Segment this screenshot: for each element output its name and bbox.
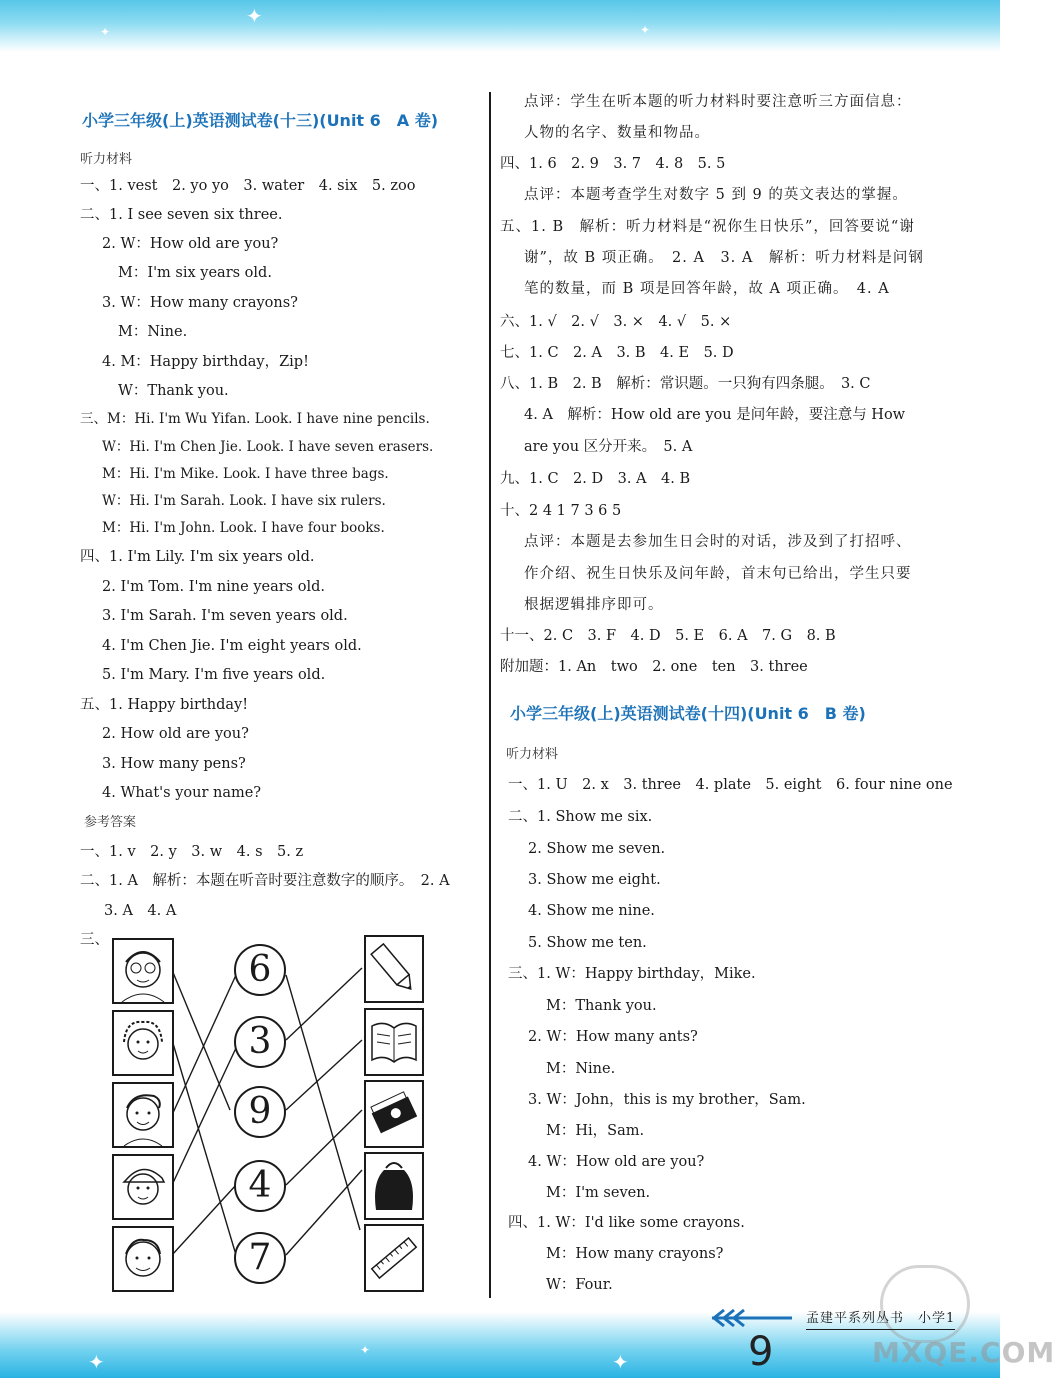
- text-line: 2. W：How many ants?: [528, 1029, 698, 1045]
- sparkle-icon: ✦: [612, 1350, 629, 1374]
- reference-answers-label: 参考答案: [84, 815, 137, 830]
- eraser-icon: [364, 1080, 424, 1148]
- text-line: 3. I'm Sarah. I'm seven years old.: [102, 608, 348, 624]
- boy-round-face-icon: [112, 1226, 174, 1292]
- text-line: M：How many crayons?: [546, 1246, 724, 1262]
- arrow-decoration-icon: [708, 1306, 794, 1330]
- sparkle-icon: ✦: [246, 4, 263, 28]
- text-line: W：Thank you.: [118, 383, 229, 399]
- text-line: 二、1. I see seven six three.: [80, 207, 283, 223]
- girl-cap-icon: [112, 1154, 174, 1220]
- text-line: 5. Show me ten.: [528, 935, 647, 951]
- text-line: 附加题：1. An two 2. one ten 3. three: [500, 659, 808, 675]
- number-circle: 3: [234, 1016, 286, 1068]
- text-line: M：Nine.: [118, 324, 188, 340]
- text-line: 点评：学生在听本题的听力材料时要注意听三方面信息：: [524, 94, 912, 110]
- series-footer: 孟建平系列丛书 小学1: [806, 1311, 956, 1326]
- pencil-icon: [364, 935, 424, 1003]
- text-line: 十、2 4 1 7 3 6 5: [500, 503, 622, 519]
- text-line: 根据逻辑排序即可。: [524, 597, 664, 613]
- text-line: 4. A 解析：How old are you 是问年龄，要注意与 How: [524, 407, 906, 423]
- text-line: M：Hi. I'm John. Look. I have four books.: [102, 520, 385, 536]
- boy-icon: [112, 1082, 174, 1148]
- text-line: 三、M：Hi. I'm Wu Yifan. Look. I have nine pencils.: [80, 411, 430, 427]
- text-line: 五、1. B 解析：听力材料是“祝你生日快乐”，回答要说“谢: [500, 219, 915, 235]
- text-line: are you 区分开来。 5. A: [524, 439, 693, 455]
- text-line: 4. Show me nine.: [528, 903, 655, 919]
- number-circle: 4: [234, 1160, 286, 1212]
- text-line: M：I'm six years old.: [118, 265, 272, 281]
- answer-line: 3. A 4. A: [104, 903, 177, 919]
- text-line: 人物的名字、数量和物品。: [524, 125, 710, 141]
- text-line: 4. I'm Chen Jie. I'm eight years old.: [102, 638, 362, 654]
- ruler-icon: [364, 1224, 424, 1292]
- text-line: 3. Show me eight.: [528, 872, 661, 888]
- sparkle-icon: ✦: [100, 25, 111, 39]
- girl-curly-hair-icon: [112, 1010, 174, 1076]
- text-line: M：I'm seven.: [546, 1185, 651, 1201]
- text-line: 3. W：John，this is my brother，Sam.: [528, 1092, 806, 1108]
- handwritten-page-number: 9: [748, 1329, 774, 1375]
- text-line: 4. M：Happy birthday，Zip!: [102, 354, 309, 370]
- answer-line: 二、1. A 解析：本题在听音时要注意数字的顺序。 2. A: [80, 873, 450, 889]
- test-title-13: 小学三年级(上)英语测试卷(十三)(Unit 6 A 卷): [82, 111, 439, 130]
- text-line: 4. W：How old are you?: [528, 1154, 705, 1170]
- text-line: 3. How many pens?: [102, 756, 246, 772]
- text-line: 5. I'm Mary. I'm five years old.: [102, 667, 326, 683]
- text-line: 八、1. B 2. B 解析：常识题。一只狗有四条腿。 3. C: [500, 376, 871, 392]
- test-title-14: 小学三年级(上)英语测试卷(十四)(Unit 6 B 卷): [510, 704, 866, 723]
- text-line: 点评：本题考查学生对数字 5 到 9 的英文表达的掌握。: [524, 187, 908, 203]
- watermark-text: MXQE.COM: [872, 1336, 1055, 1369]
- text-line: 五、1. Happy birthday!: [80, 697, 249, 713]
- text-line: M：Thank you.: [546, 998, 657, 1014]
- girl-glasses-icon: [112, 938, 174, 1004]
- text-line: 3. W：How many crayons?: [102, 295, 298, 311]
- listening-material-label: 听力材料: [506, 747, 559, 762]
- text-line: 四、1. 6 2. 9 3. 7 4. 8 5. 5: [500, 156, 726, 172]
- text-line: 点评：本题是去参加生日会时的对话，涉及到了打招呼、: [524, 534, 912, 550]
- text-line: 2. I'm Tom. I'm nine years old.: [102, 579, 325, 595]
- text-line: 九、1. C 2. D 3. A 4. B: [500, 471, 691, 487]
- text-line: 4. What's your name?: [102, 785, 262, 801]
- sparkle-icon: ✦: [640, 23, 651, 37]
- sparkle-icon: ✦: [88, 1350, 105, 1374]
- sparkle-icon: ✦: [360, 1343, 371, 1357]
- text-line: 六、1. √ 2. √ 3. × 4. √ 5. ×: [500, 314, 732, 330]
- number-circle: 6: [234, 944, 286, 996]
- text-line: 笔的数量，而 B 项是回答年龄，故 A 项正确。 4. A: [524, 281, 890, 297]
- text-line: 2. Show me seven.: [528, 841, 666, 857]
- text-line: 三、1. W：Happy birthday，Mike.: [508, 966, 756, 982]
- text-line: W：Hi. I'm Sarah. Look. I have six rulers.: [102, 493, 386, 509]
- text-line: 作介绍、祝生日快乐及问年龄，首末句已给出，学生只要: [524, 566, 912, 582]
- text-line: 二、1. Show me six.: [508, 809, 653, 825]
- text-line: 2. How old are you?: [102, 726, 249, 742]
- text-line: 2. W：How old are you?: [102, 236, 279, 252]
- text-line: 七、1. C 2. A 3. B 4. E 5. D: [500, 345, 734, 361]
- text-line: 四、1. W：I'd like some crayons.: [508, 1215, 745, 1231]
- answer-line: 一、1. v 2. y 3. w 4. s 5. z: [80, 844, 304, 860]
- text-line: W：Hi. I'm Chen Jie. Look. I have seven erasers.: [102, 439, 434, 455]
- text-line: 一、1. U 2. x 3. three 4. plate 5. eight 6. four nine one: [508, 777, 953, 793]
- text-line: M：Nine.: [546, 1061, 616, 1077]
- text-line: 谢”，故 B 项正确。 2. A 3. A 解析：听力材料是问钢: [524, 250, 924, 266]
- text-line: 十一、2. C 3. F 4. D 5. E 6. A 7. G 8. B: [500, 628, 836, 644]
- text-line: 四、1. I'm Lily. I'm six years old.: [80, 549, 315, 565]
- watermark-logo: [880, 1265, 970, 1343]
- number-circle: 9: [234, 1086, 286, 1138]
- listening-material-label: 听力材料: [80, 152, 133, 167]
- text-line: M：Hi，Sam.: [546, 1123, 645, 1139]
- number-circle: 7: [234, 1232, 286, 1284]
- text-line: M：Hi. I'm Mike. Look. I have three bags.: [102, 466, 389, 482]
- text-line: 一、1. vest 2. yo yo 3. water 4. six 5. zoo: [80, 178, 416, 194]
- book-icon: [364, 1008, 424, 1076]
- bag-icon: [364, 1152, 424, 1220]
- matching-section-label: 三、: [80, 932, 109, 948]
- text-line: W：Four.: [546, 1277, 613, 1293]
